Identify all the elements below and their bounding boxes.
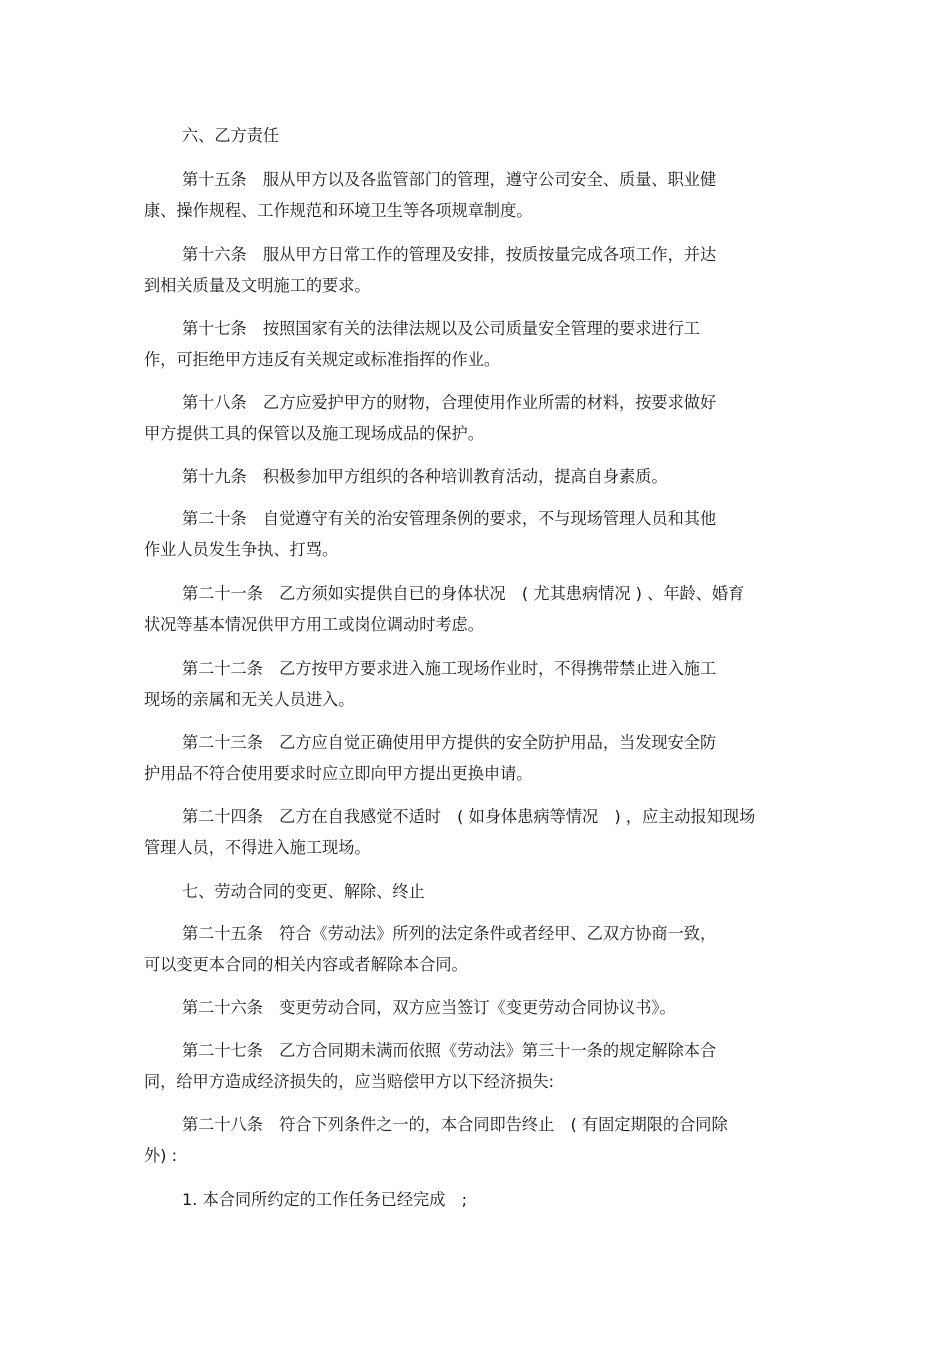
text-line: 第二十二条 乙方按甲方要求进入施工现场作业时，不得携带禁止进入施工 <box>182 659 717 678</box>
list-item-1 <box>144 1184 804 1215</box>
article-18 <box>144 387 804 449</box>
article-23 <box>144 727 804 789</box>
text-line: 甲方提供工具的保管以及施工现场成品的保护。 <box>144 424 484 443</box>
text-line: 第二十一条 乙方须如实提供自已的身体状况 ( 尤其患病情况 ) 、年龄、婚育 <box>182 584 745 603</box>
article-25 <box>144 918 804 980</box>
article-26 <box>144 992 804 1023</box>
text-line: 第二十八条 符合下列条件之一的，本合同即告终止 ( 有固定期限的合同除 <box>182 1115 728 1134</box>
article-27 <box>144 1035 804 1097</box>
article-16 <box>144 239 804 301</box>
text-line: 第二十七条 乙方合同期未满而依照《劳动法》第三十一条的规定解除本合 <box>182 1041 717 1060</box>
section-heading-contract-changes <box>144 876 804 907</box>
text-line: 七、劳动合同的变更、解除、终止 <box>182 882 425 901</box>
text-line: 可以变更本合同的相关内容或者解除本合同。 <box>144 955 468 974</box>
article-22 <box>144 653 804 715</box>
text-line: 第二十三条 乙方应自觉正确使用甲方提供的安全防护用品，当发现安全防 <box>182 733 717 752</box>
text-line: 第十六条 服从甲方日常工作的管理及安排，按质按量完成各项工作，并达 <box>182 245 717 264</box>
text-line: 第二十条 自觉遵守有关的治安管理条例的要求，不与现场管理人员和其他 <box>182 509 717 528</box>
text-line: 第二十四条 乙方在自我感觉不适时 ( 如身体患病等情况 ) ，应主动报知现场 <box>182 807 756 826</box>
article-20 <box>144 503 804 565</box>
text-line: 同，给甲方造成经济损失的，应当赔偿甲方以下经济损失: <box>144 1072 555 1091</box>
text-line: 管理人员，不得进入施工现场。 <box>144 838 371 857</box>
text-line: 作，可拒绝甲方违反有关规定或标准指挥的作业。 <box>144 350 501 369</box>
article-21 <box>144 578 804 640</box>
article-19 <box>144 461 804 492</box>
text-line: 1. 本合同所约定的工作任务已经完成 ; <box>182 1190 468 1209</box>
text-line: 外) : <box>144 1146 178 1165</box>
text-line: 第二十六条 变更劳动合同，双方应当签订《变更劳动合同协议书》。 <box>182 998 676 1017</box>
article-17 <box>144 313 804 375</box>
text-line: 现场的亲属和无关人员进入。 <box>144 690 355 709</box>
article-24 <box>144 801 804 863</box>
text-line: 护用品不符合使用要求时应立即向甲方提出更换申请。 <box>144 764 533 783</box>
text-line: 第十九条 积极参加甲方组织的各种培训教育活动，提高自身素质。 <box>182 467 668 486</box>
text-line: 状况等基本情况供甲方用工或岗位调动时考虑。 <box>144 615 484 634</box>
text-line: 六、乙方责任 <box>182 126 280 145</box>
section-heading-party-b-duties <box>144 120 804 151</box>
article-15 <box>144 164 804 226</box>
text-line: 第二十五条 符合《劳动法》所列的法定条件或者经甲、乙双方协商一致， <box>182 924 717 943</box>
text-line: 到相关质量及文明施工的要求。 <box>144 276 371 295</box>
text-line: 第十八条 乙方应爱护甲方的财物，合理使用作业所需的材料，按要求做好 <box>182 393 717 412</box>
text-line: 第十五条 服从甲方以及各监管部门的管理，遵守公司安全、质量、职业健 <box>182 170 717 189</box>
text-line: 第十七条 按照国家有关的法律法规以及公司质量安全管理的要求进行工 <box>182 319 700 338</box>
text-line: 康、操作规程、工作规范和环境卫生等各项规章制度。 <box>144 201 533 220</box>
text-line: 作业人员发生争执、打骂。 <box>144 540 339 559</box>
article-28 <box>144 1109 804 1171</box>
